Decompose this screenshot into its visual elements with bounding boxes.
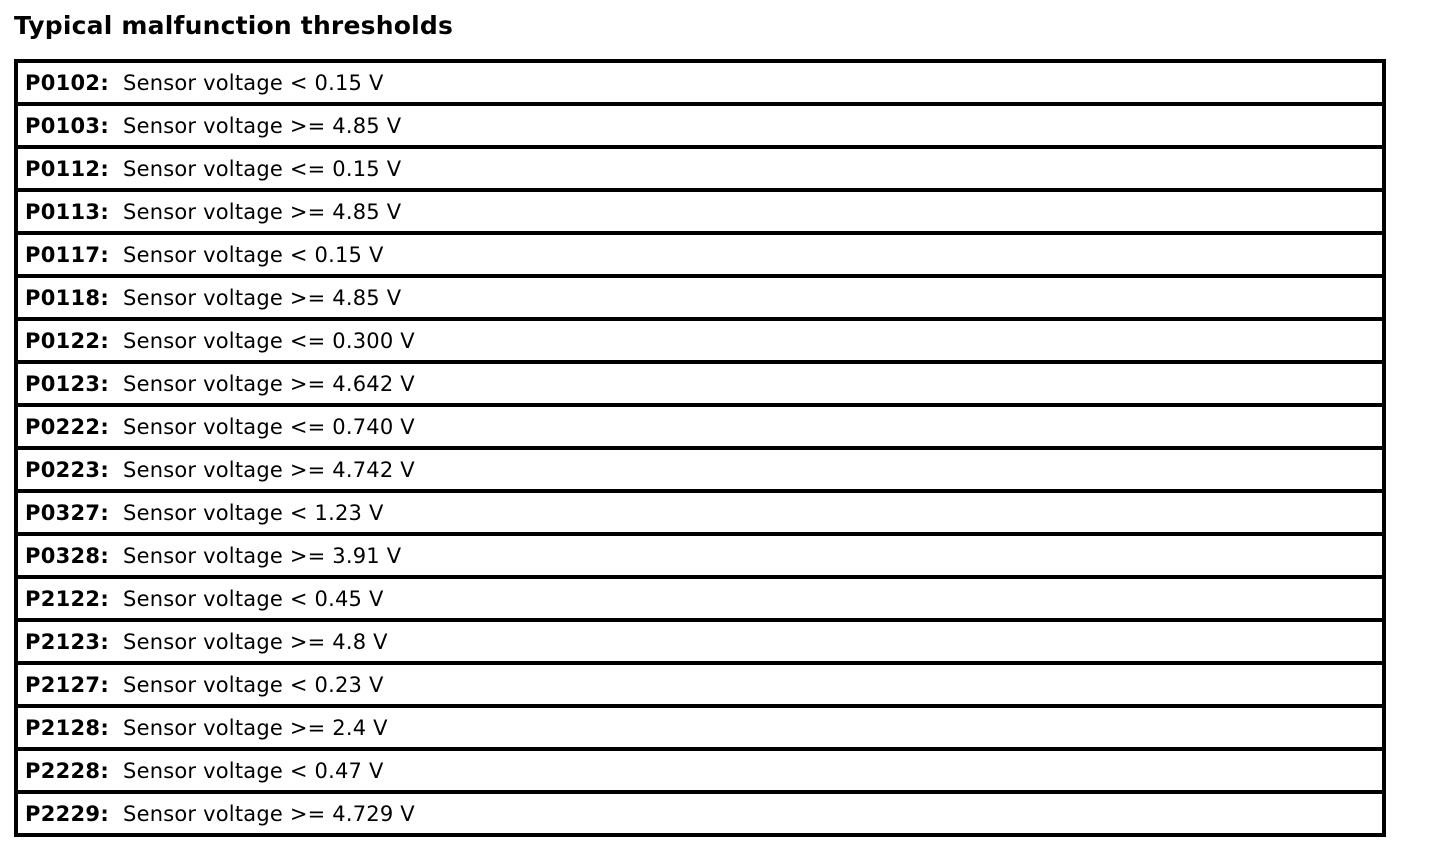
threshold-text: Sensor voltage >= 4.85 V [123, 285, 402, 310]
threshold-text: Sensor voltage < 0.15 V [123, 70, 384, 95]
table-row [18, 622, 1382, 665]
threshold-text: Sensor voltage >= 4.85 V [123, 113, 402, 138]
threshold-text: Sensor voltage <= 0.740 V [123, 414, 415, 439]
dtc-code: P0328: [25, 543, 110, 568]
table-row [18, 536, 1382, 579]
dtc-code: P2128: [25, 715, 110, 740]
dtc-code: P0113: [25, 199, 110, 224]
table-row [18, 665, 1382, 708]
table-row [18, 751, 1382, 794]
threshold-text: Sensor voltage < 0.23 V [123, 672, 384, 697]
threshold-text: Sensor voltage >= 4.729 V [123, 801, 415, 826]
dtc-code: P0117: [25, 242, 110, 267]
table-row [18, 321, 1382, 364]
table-row [18, 450, 1382, 493]
table-row [18, 708, 1382, 751]
dtc-code: P0223: [25, 457, 110, 482]
table-row [18, 278, 1382, 321]
dtc-code: P0222: [25, 414, 110, 439]
dtc-code: P0103: [25, 113, 110, 138]
dtc-code: P0102: [25, 70, 110, 95]
table-row [18, 364, 1382, 407]
dtc-code: P0122: [25, 328, 110, 353]
threshold-text: Sensor voltage < 0.15 V [123, 242, 384, 267]
table-row [18, 579, 1382, 622]
dtc-code: P2127: [25, 672, 110, 697]
threshold-text: Sensor voltage < 1.23 V [123, 500, 384, 525]
table-row [18, 493, 1382, 536]
dtc-code: P2229: [25, 801, 110, 826]
page-title: Typical malfunction thresholds [14, 11, 454, 40]
threshold-text: Sensor voltage <= 0.300 V [123, 328, 415, 353]
dtc-code: P0112: [25, 156, 110, 181]
threshold-text: Sensor voltage >= 4.8 V [123, 629, 388, 654]
threshold-text: Sensor voltage <= 0.15 V [123, 156, 402, 181]
dtc-code: P0327: [25, 500, 110, 525]
threshold-text: Sensor voltage >= 3.91 V [123, 543, 402, 568]
dtc-code: P0118: [25, 285, 110, 310]
dtc-code: P2228: [25, 758, 110, 783]
dtc-code: P2122: [25, 586, 110, 611]
table-row [18, 149, 1382, 192]
table-row [18, 192, 1382, 235]
page [0, 12, 1440, 848]
threshold-text: Sensor voltage < 0.45 V [123, 586, 384, 611]
threshold-text: Sensor voltage < 0.47 V [123, 758, 384, 783]
threshold-text: Sensor voltage >= 4.642 V [123, 371, 415, 396]
thresholds-table [14, 59, 1386, 837]
threshold-text: Sensor voltage >= 2.4 V [123, 715, 388, 740]
table-row [18, 235, 1382, 278]
table-row [18, 106, 1382, 149]
table-row [18, 63, 1382, 106]
dtc-code: P0123: [25, 371, 110, 396]
table-row [18, 407, 1382, 450]
threshold-text: Sensor voltage >= 4.742 V [123, 457, 415, 482]
table-row [18, 794, 1382, 833]
dtc-code: P2123: [25, 629, 110, 654]
threshold-text: Sensor voltage >= 4.85 V [123, 199, 402, 224]
